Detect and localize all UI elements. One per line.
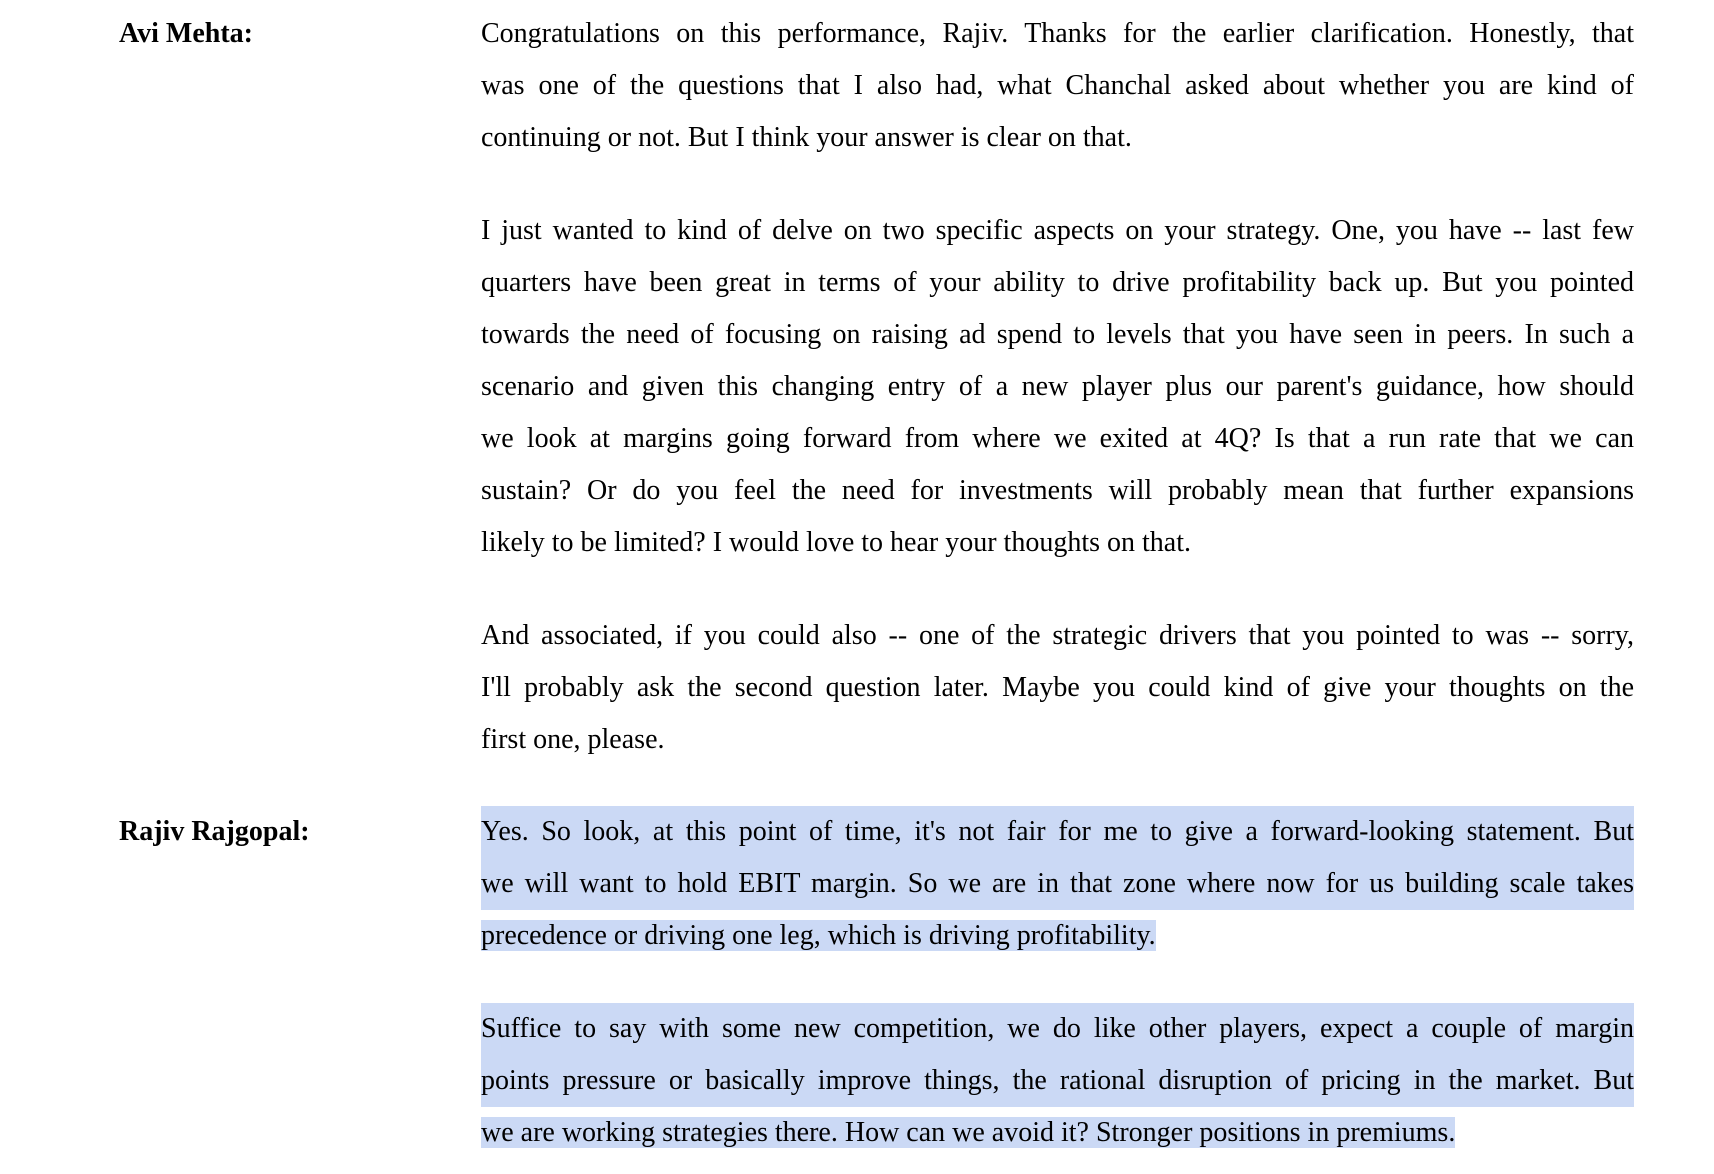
text-line: Congratulations on this performance, Rajiv. Thanks for the earlier clarification. Honestly, that	[481, 18, 1634, 49]
highlighted-text-line[interactable]: Suffice to say with some new competition, we do like other players, expect a couple of margin	[481, 1003, 1634, 1055]
selection-highlight[interactable]: we are working strategies there. How can we avoid it? Stronger positions in premiums.	[481, 1117, 1456, 1148]
highlighted-text-line[interactable]: points pressure or basically improve things, the rational disruption of pricing in the market. But	[481, 1055, 1634, 1107]
highlighted-text-line[interactable]: Yes. So look, at this point of time, it's not fair for me to give a forward-looking statement. But	[481, 806, 1634, 858]
paragraph-highlighted[interactable]	[481, 806, 1634, 962]
text-line: first one, please.	[481, 724, 665, 755]
speaker-name: Avi Mehta:	[119, 18, 253, 49]
text-line: quarters have been great in terms of your ability to drive profitability back up. But you pointed	[481, 267, 1634, 298]
text-line: towards the need of focusing on raising ad spend to levels that you have seen in peers. In such a	[481, 319, 1634, 350]
paragraph	[481, 205, 1634, 569]
selection-highlight[interactable]: precedence or driving one leg, which is driving profitability.	[481, 920, 1156, 951]
text-line: And associated, if you could also -- one of the strategic drivers that you pointed to was -- sorry,	[481, 620, 1634, 651]
paragraph	[481, 8, 1634, 164]
text-line: we look at margins going forward from where we exited at 4Q? Is that a run rate that we can	[481, 423, 1634, 454]
paragraph	[481, 610, 1634, 766]
text-line: scenario and given this changing entry of a new player plus our parent's guidance, how should	[481, 371, 1634, 402]
text-line: was one of the questions that I also had, what Chanchal asked about whether you are kind of	[481, 70, 1634, 101]
paragraph-highlighted[interactable]	[481, 1003, 1634, 1159]
highlighted-text-line[interactable]	[481, 910, 1634, 962]
highlighted-text-line[interactable]	[481, 1107, 1634, 1159]
text-line: I just wanted to kind of delve on two specific aspects on your strategy. One, you have -- last few	[481, 215, 1634, 246]
text-line: continuing or not. But I think your answer is clear on that.	[481, 122, 1132, 153]
text-line: likely to be limited? I would love to hear your thoughts on that.	[481, 527, 1191, 558]
text-line: sustain? Or do you feel the need for investments will probably mean that further expansions	[481, 475, 1634, 506]
highlighted-text-line[interactable]: we will want to hold EBIT margin. So we are in that zone where now for us building scale takes	[481, 858, 1634, 910]
text-line: I'll probably ask the second question later. Maybe you could kind of give your thoughts on the	[481, 672, 1634, 703]
speaker-name: Rajiv Rajgopal:	[119, 816, 310, 847]
